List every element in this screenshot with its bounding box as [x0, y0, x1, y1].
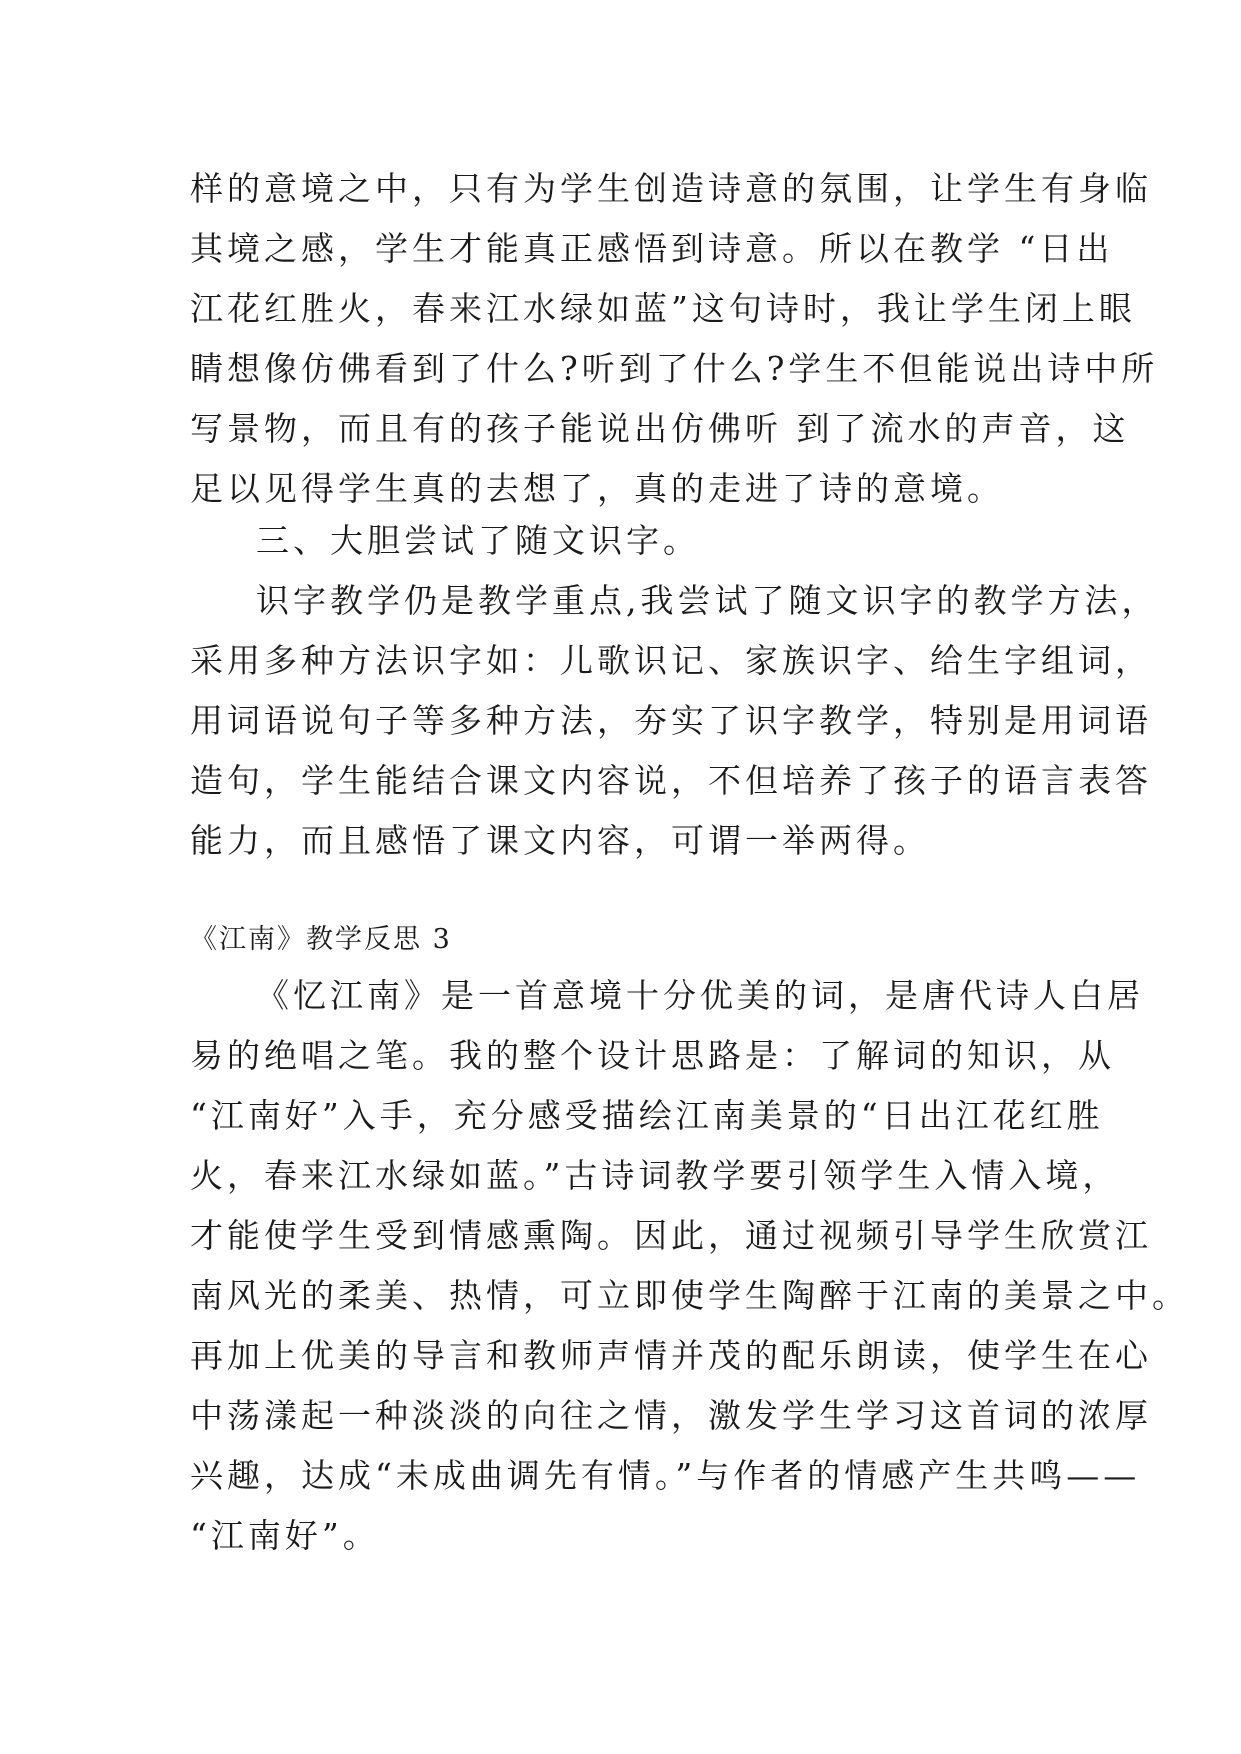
- paragraph-line: 用词语说句子等多种方法，夯实了识字教学，特别是用词语: [190, 701, 1152, 740]
- paragraph-line: 南风光的柔美、热情，可立即使学生陶醉于江南的美景之中。: [190, 1276, 1189, 1315]
- paragraph-line: 兴趣，达成“未成曲调先有情。”与作者的情感产生共鸣——: [190, 1456, 1141, 1495]
- paragraph-line: 火，春来江水绿如蓝。”古诗词教学要引领学生入情入境，: [190, 1156, 1120, 1195]
- paragraph-continued: [190, 159, 1159, 519]
- paragraph-line: 能力，而且感悟了课文内容，可谓一举两得。: [190, 821, 930, 860]
- paragraph-line: 足以见得学生真的去想了，真的走进了诗的意境。: [190, 469, 1004, 508]
- section-heading: 三、大胆尝试了随文识字。: [256, 521, 700, 560]
- reflection-title: 《江南》教学反思 3: [190, 924, 452, 955]
- paragraph-line: “江南好”入手，充分感受描绘江南美景的“日出江花红胜: [190, 1096, 1104, 1135]
- section-three: [190, 511, 1159, 871]
- paragraph-line: 再加上优美的导言和教师声情并茂的配乐朗读，使学生在心: [190, 1336, 1152, 1375]
- paragraph-line: “江南好”。: [190, 1516, 380, 1555]
- paragraph-line: 其境之感，学生才能真正感悟到诗意。所以在教学 “日出: [190, 229, 1114, 268]
- paragraph-line: 写景物，而且有的孩子能说出仿佛听 到了流水的声音，这: [190, 409, 1130, 448]
- paragraph-line: 识字教学仍是教学重点,我尝试了随文识字的教学方法，: [256, 581, 1159, 620]
- paragraph-line: 中荡漾起一种淡淡的向往之情，激发学生学习这首词的浓厚: [190, 1396, 1152, 1435]
- paragraph-line: 造句，学生能结合课文内容说，不但培养了孩子的语言表答: [190, 761, 1152, 800]
- paragraph-line: 采用多种方法识字如：儿歌识记、家族识字、给生字组词，: [190, 641, 1152, 680]
- reflection-body: [190, 966, 1189, 1566]
- paragraph-line: 才能使学生受到情感熏陶。因此，通过视频引导学生欣赏江: [190, 1216, 1152, 1255]
- paragraph-line: 《忆江南》是一首意境十分优美的词，是唐代诗人白居: [256, 976, 1144, 1015]
- paragraph-line: 易的绝唱之笔。我的整个设计思路是：了解词的知识，从: [190, 1036, 1115, 1075]
- paragraph-line: 江花红胜火，春来江水绿如蓝”这句诗时，我让学生闭上眼: [190, 289, 1136, 328]
- reflection-title-block: [190, 910, 1070, 970]
- paragraph-line: 睛想像仿佛看到了什么?听到了什么?学生不但能说出诗中所: [190, 349, 1159, 388]
- paragraph-line: 样的意境之中，只有为学生创造诗意的氛围，让学生有身临: [190, 169, 1152, 208]
